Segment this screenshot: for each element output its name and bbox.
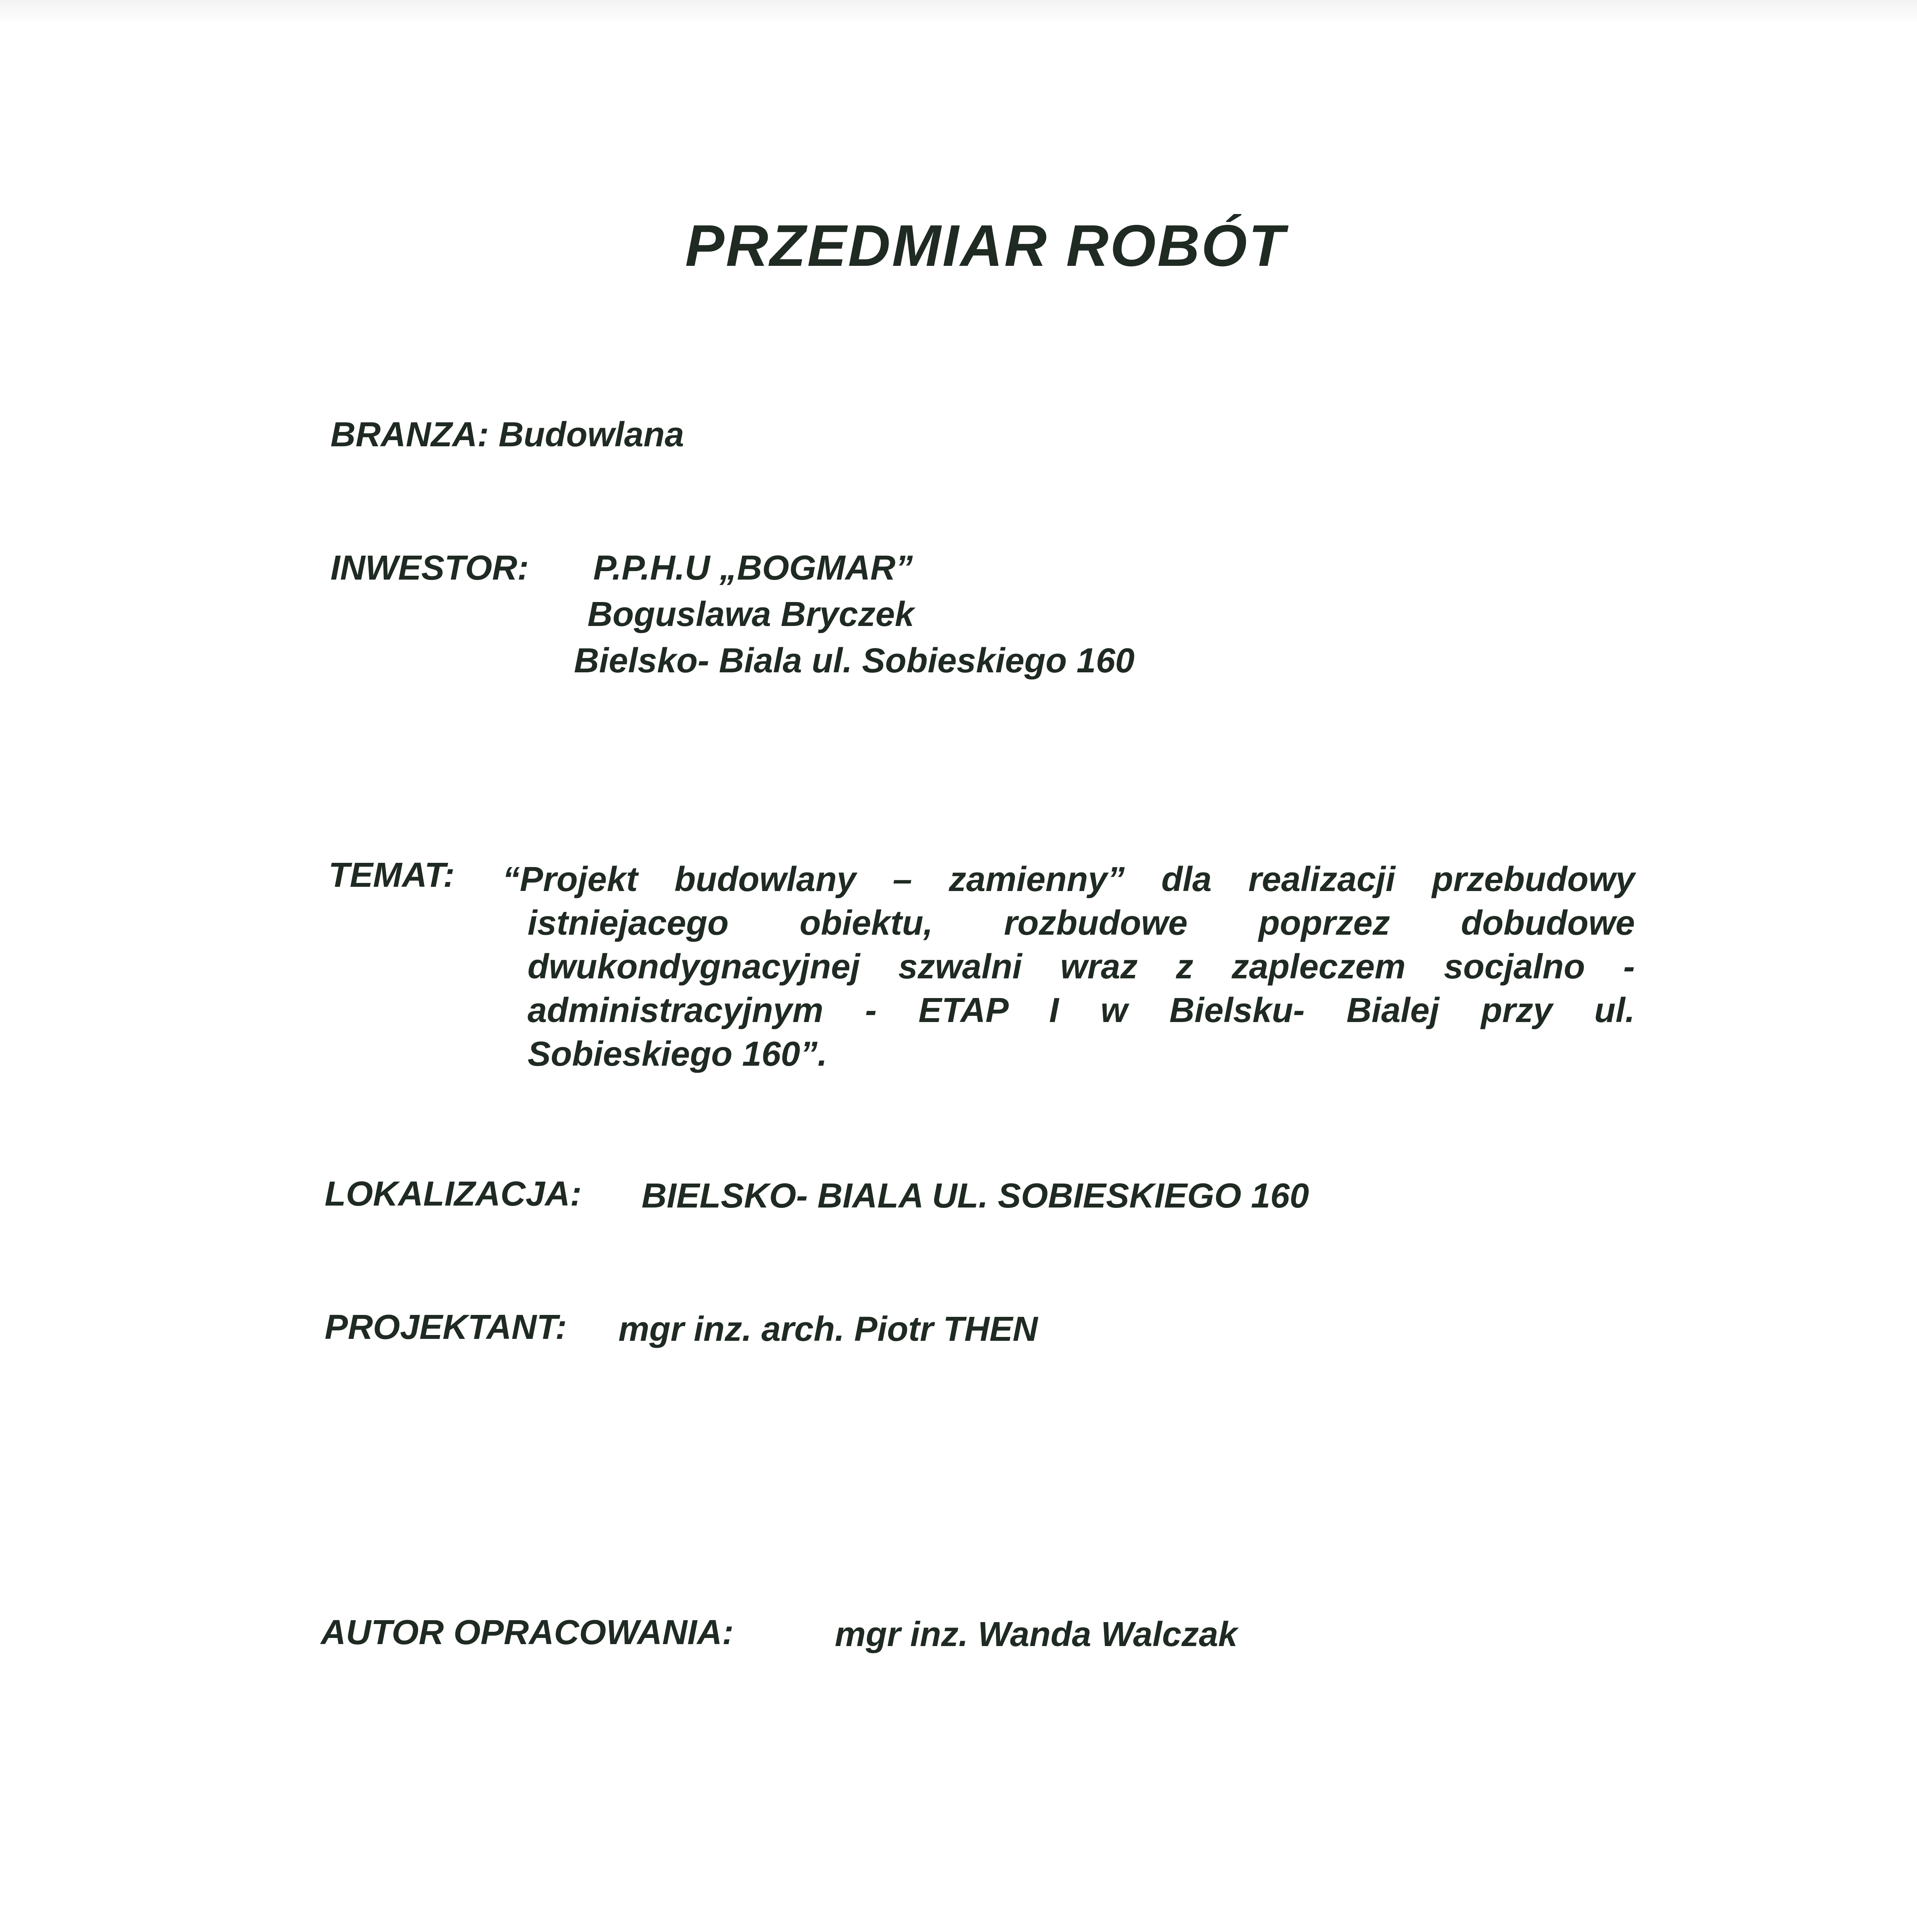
autor-value: mgr inz. Wanda Walczak [835,1615,1238,1654]
temat-line-4: administracyjnym - ETAP I w Bielsku- Bialej przy ul. [528,991,1635,1030]
page-title: PRZEDMIAR ROBÓT [685,213,1286,279]
lokalizacja-label: LOKALIZACJA: [325,1175,582,1213]
scan-edge [0,0,1917,23]
inwestor-line-2: Boguslawa Bryczek [587,595,914,634]
branza-value: Budowlana [498,415,684,454]
projektant-value: mgr inz. arch. Piotr THEN [618,1310,1038,1349]
temat-line-2: istniejacego obiektu, rozbudowe poprzez dobudowe [528,904,1635,942]
branza-label: BRANZA: [330,415,489,454]
projektant-label: PROJEKTANT: [325,1308,567,1347]
temat-line-3: dwukondygnacyjnej szwalni wraz z zapleczem socjalno - [528,947,1635,986]
temat-line-1: “Projekt budowlany – zamienny” dla realizacji przebudowy [502,860,1635,899]
autor-label: AUTOR OPRACOWANIA: [321,1613,734,1652]
inwestor-line-3: Bielsko- Biala ul. Sobieskiego 160 [574,641,1135,680]
inwestor-label: INWESTOR: [330,549,529,587]
temat-line-5: Sobieskiego 160”. [528,1035,827,1073]
temat-label: TEMAT: [329,856,455,895]
inwestor-line-1: P.P.H.U „BOGMAR” [593,549,913,587]
temat-text [502,858,1635,1076]
lokalizacja-value: BIELSKO- BIALA UL. SOBIESKIEGO 160 [642,1177,1309,1215]
branza-row [330,417,684,452]
